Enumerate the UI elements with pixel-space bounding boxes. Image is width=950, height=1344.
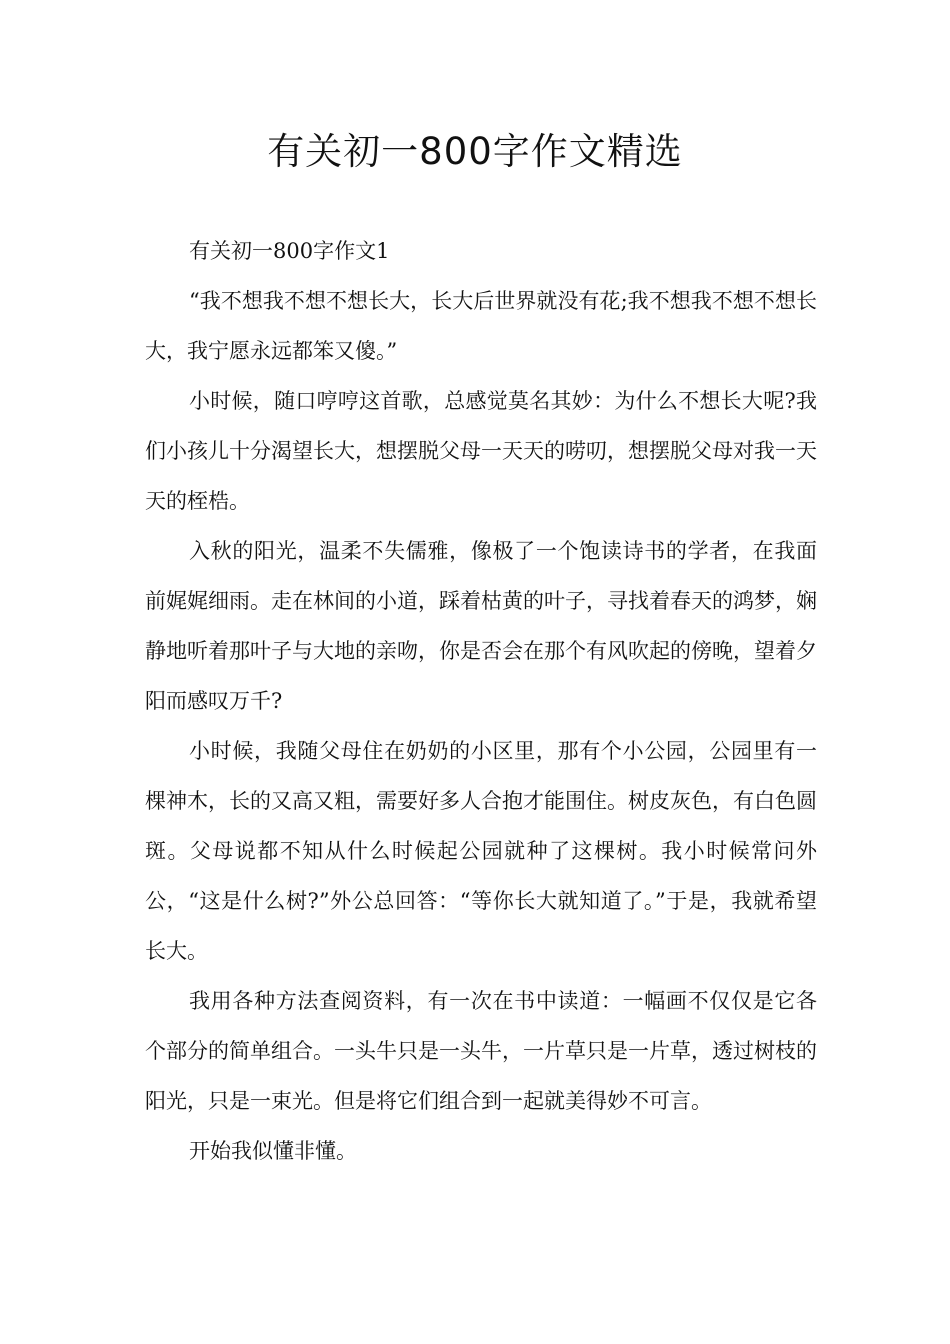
- essay-subtitle: 有关初一800字作文1: [189, 239, 390, 263]
- paragraph: 入秋的阳光，温柔不失儒雅，像极了一个饱读诗书的学者，在我面前娓娓细雨。走在林间的小道，踩着枯黄的叶子，寻找着春天的鸿梦，娴静地听着那叶子与大地的亲吻，你是否会在那个有风吹起的傍晚，望着夕阳而感叹万千?: [145, 539, 817, 713]
- document-body: [145, 226, 817, 1176]
- paragraph: 我用各种方法查阅资料，有一次在书中读道：一幅画不仅仅是它各个部分的简单组合。一头牛只是一头牛，一片草只是一片草，透过树枝的阳光，只是一束光。但是将它们组合到一起就美得妙不可言。: [145, 989, 817, 1113]
- paragraph: 小时候，随口哼哼这首歌，总感觉莫名其妙：为什么不想长大呢?我们小孩儿十分渴望长大，想摆脱父母一天天的唠叨，想摆脱父母对我一天天的桎梏。: [145, 389, 817, 513]
- paragraph: “我不想我不想不想长大，长大后世界就没有花;我不想我不想不想长大，我宁愿永远都笨又傻。”: [145, 289, 817, 363]
- paragraph: 小时候，我随父母住在奶奶的小区里，那有个小公园，公园里有一棵神木，长的又高又粗，需要好多人合抱才能围住。树皮灰色，有白色圆斑。父母说都不知从什么时候起公园就种了这棵树。我小时候常问外公，“这是什么树?”外公总回答：“等你长大就知道了。”于是，我就希望长大。: [145, 739, 817, 963]
- paragraph: 开始我似懂非懂。: [189, 1139, 357, 1163]
- document-title: 有关初一800字作文精选: [267, 130, 683, 173]
